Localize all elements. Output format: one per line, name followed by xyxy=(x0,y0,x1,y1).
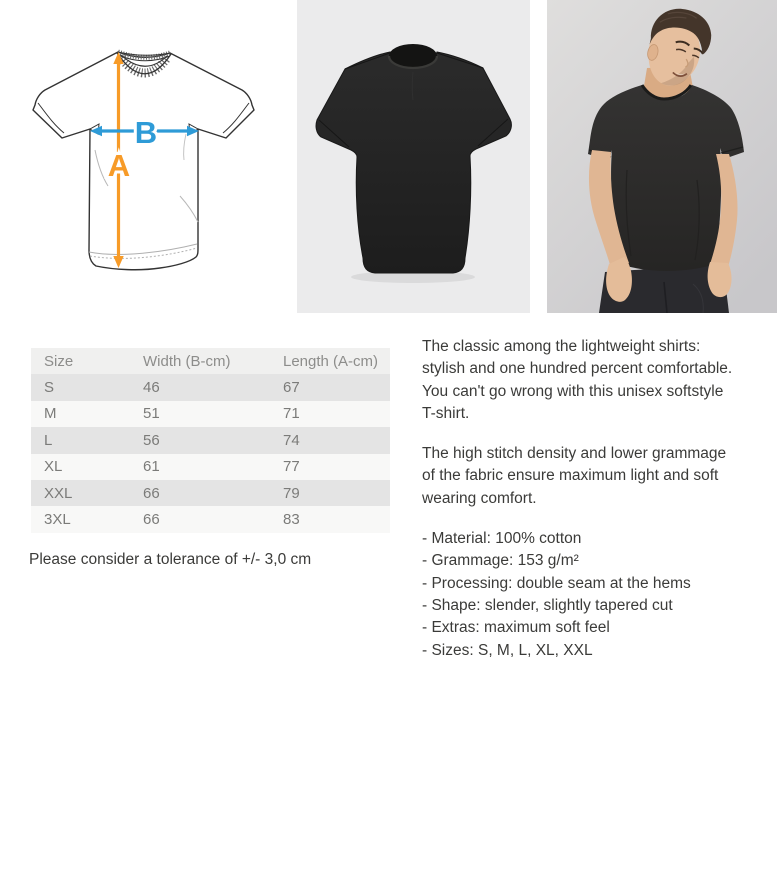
column-header-length: Length (A-cm) xyxy=(283,352,379,370)
table-row: XXL 66 79 xyxy=(31,480,390,506)
model-wearing-tshirt-graphic xyxy=(547,0,777,313)
measurement-label-b: B xyxy=(134,115,158,150)
size-table xyxy=(31,348,390,533)
table-row: L 56 74 xyxy=(31,427,390,453)
table-row: XL 61 77 xyxy=(31,454,390,480)
column-header-width: Width (B-cm) xyxy=(143,352,231,370)
size-diagram-image xyxy=(0,0,297,313)
bullet-item: - Shape: slender, slightly tapered cut xyxy=(422,596,673,614)
measurement-label-a: A xyxy=(107,148,131,183)
bullet-item: - Sizes: S, M, L, XL, XXL xyxy=(422,641,593,659)
size-table-header-row xyxy=(31,348,390,374)
flat-tshirt-image xyxy=(297,0,530,313)
tolerance-note: Please consider a tolerance of +/- 3,0 cm xyxy=(29,551,312,568)
table-row: 3XL 66 83 xyxy=(31,506,390,532)
product-description xyxy=(422,336,772,680)
tshirt-measurement-drawing xyxy=(0,0,297,313)
description-paragraph: The high stitch density and lower grammage of the fabric ensure maximum light and soft wearing comfort. xyxy=(422,445,727,507)
black-tshirt-graphic xyxy=(297,0,530,313)
table-row: S 46 67 xyxy=(31,374,390,400)
bullet-item: - Extras: maximum soft feel xyxy=(422,619,610,637)
table-row: M 51 71 xyxy=(31,401,390,427)
bullet-item: - Processing: double seam at the hems xyxy=(422,574,691,592)
bullet-item: - Grammage: 153 g/m² xyxy=(422,552,579,570)
column-header-size: Size xyxy=(44,352,74,370)
model-photo-image xyxy=(547,0,777,313)
bullet-item: - Material: 100% cotton xyxy=(422,530,582,548)
tshirt-outline xyxy=(33,52,254,270)
description-bullet-list xyxy=(422,528,772,662)
description-paragraph: The classic among the lightweight shirts: stylish and one hundred percent comfortable. You can't go wrong with this unisex softstyle T-shirt. xyxy=(422,338,733,422)
